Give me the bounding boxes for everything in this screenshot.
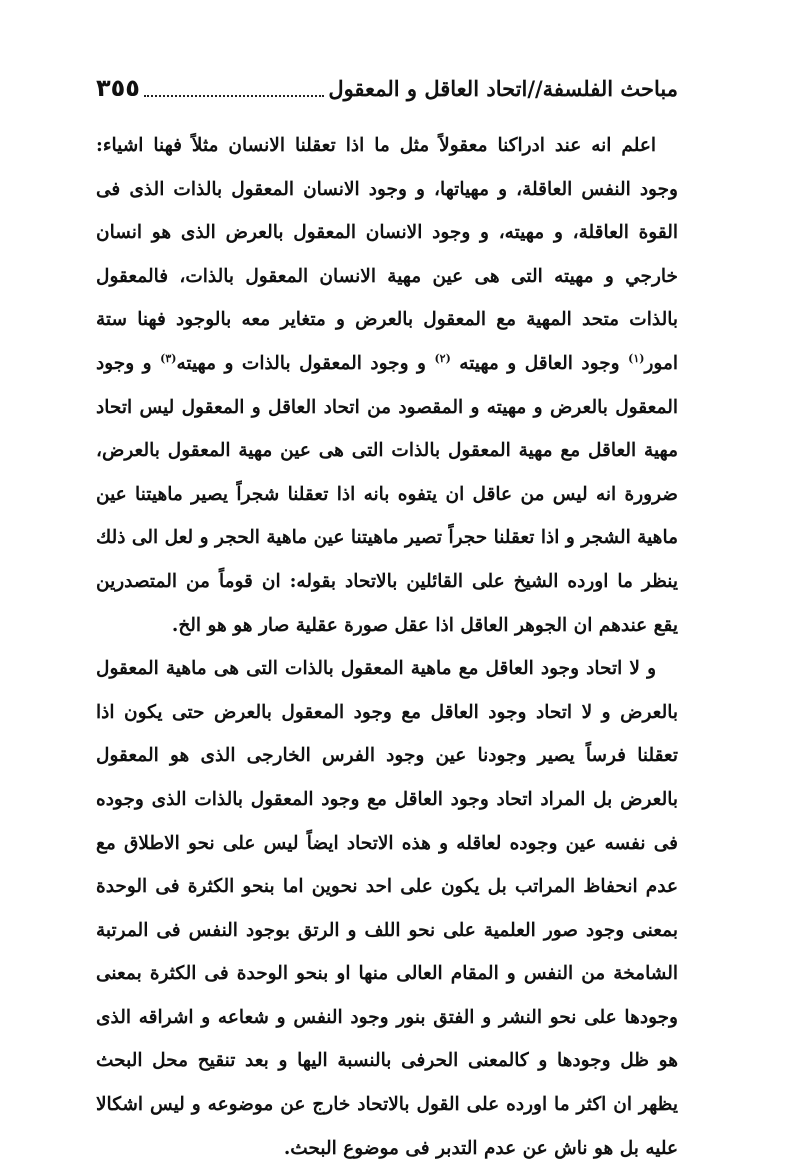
footnote-marker-2: (٢) (434, 351, 451, 365)
page-header (96, 68, 678, 108)
footnote-marker-3: (٣) (160, 351, 177, 365)
body-text (96, 124, 678, 1170)
footnote-marker-1: (١) (628, 351, 645, 365)
paragraph-1-part-4: و وجود المعقول بالعرض و مهيته و المقصود من اتحاد العاقل و المعقول ليس اتحاد مهية العاقل مع مهية المعقول بالذات التى هى عين مهية المعقول بالعرض، ضرورة انه ليس من عاقل ان يتفوه بانه اذا تعقلنا شجراً يصير ماهيتنا عين ماهية الشجر و اذا تعقلنا حجراً تصير ماهيتنا عين ماهية الحجر و لعل الى ذلك ينظر ما اورده الشيخ على القائلين بالاتحاد بقوله: ان قوماً من المتصدرين يقع عندهم ان الجوهر العاقل اذا عقل صورة عقلية صار هو هو الخ. (96, 352, 678, 636)
paragraph-1-part-3: و وجود المعقول بالذات و مهيته (176, 352, 435, 374)
paragraph-1 (96, 124, 678, 647)
paragraph-1-part-2: وجود العاقل و مهيته (450, 352, 629, 374)
page-number: ٣٥٥ (96, 74, 140, 102)
paragraph-2: و لا اتحاد وجود العاقل مع ماهية المعقول بالذات التى هى ماهية المعقول بالعرض و لا اتحاد وجود العاقل مع وجود المعقول بالعرض حتى يكون اذا تعقلنا فرساً يصير وجودنا عين وجود الفرس الخارجى الذى هو المعقول بالعرض بل المراد اتحاد وجود العاقل مع وجود المعقول بالذات الذى وجوده فى نفسه عين وجوده لعاقله و هذه الاتحاد ايضاً ليس على نحو الاطلاق مع عدم انحفاظ المراتب بل يكون على احد نحوين اما بنحو الكثرة فى الوحدة بمعنى وجود صور العلمية على نحو اللف و الرتق بوجود النفس فى المرتبة الشامخة من النفس و المقام العالى منها او بنحو الوحدة فى الكثرة بمعنى وجودها على نحو النشر و الفتق بنور وجود النفس و شعاعه و اشراقه الذى هو ظل وجودها و كالمعنى الحرفى بالنسبة اليها و بعد تنقيح محل البحث يظهر ان اكثر ما اورده على القول بالاتحاد خارج عن موضوعه و ليس اشكالا عليه بل هو ناش عن عدم التدبر فى موضوع البحث. (96, 658, 678, 1159)
running-title: مباحث الفلسفة//اتحاد العاقل و المعقول (328, 75, 678, 101)
paragraph-1-part-1: اعلم انه عند ادراكنا معقولاً مثل ما اذا تعقلنا الانسان مثلاً فهنا اشياء: وجود النفس العاقلة، و مهياتها، و وجود الانسان المعقول بالذات الذى فى القوة العاقلة، و مهيته، و وجود الانسان المعقول بالعرض الذى هو انسان خارجي و مهيته التى هى عين مهية الانسان المعقول بالذات، فالمعقول بالذات متحد المهية مع المعقول بالعرض و متغاير معه بالوجود فهنا ستة امور (96, 135, 679, 374)
leader-dots (144, 95, 324, 97)
